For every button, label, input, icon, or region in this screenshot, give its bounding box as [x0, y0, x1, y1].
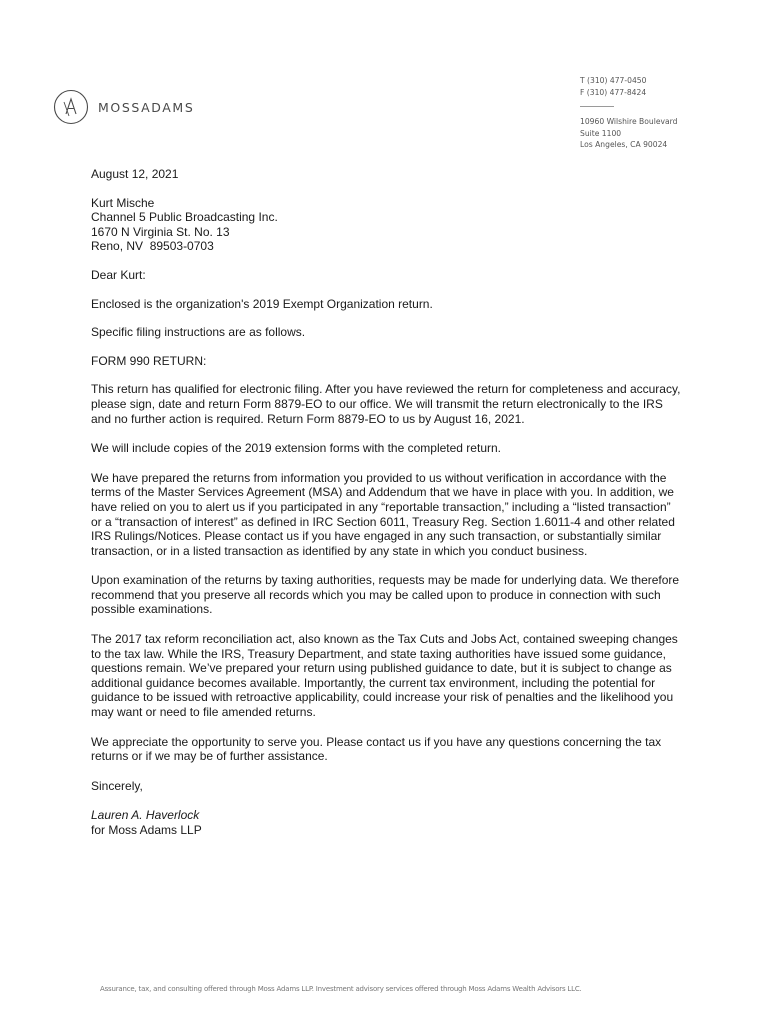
address-line-3: Los Angeles, CA 90024 — [580, 140, 668, 149]
letter-body — [91, 167, 681, 838]
salutation: Dear Kurt: — [91, 267, 146, 282]
phone-number: T (310) 477-0450 — [580, 76, 647, 85]
section-heading-form-990: FORM 990 RETURN: — [91, 353, 207, 368]
paragraph-electronic-filing: This return has qualified for electronic filing. After you have reviewed the return for completeness and accuracy, please sign, date and return Form 8879-EO to our office. We will transmit the return electronically to the IRS and no further action is required. Return Form 8879-EO to us by August 16, 2021. — [91, 382, 681, 426]
footer-disclaimer: Assurance, tax, and consulting offered through Moss Adams LLP. Investment advisory services offered through Moss Adams Wealth Advisors LLC. — [100, 985, 582, 993]
signer-firm: for Moss Adams LLP — [91, 823, 202, 837]
paragraph-extension-forms: We will include copies of the 2019 extension forms with the completed return. — [91, 441, 501, 456]
recipient-org: Channel 5 Public Broadcasting Inc. — [91, 210, 278, 225]
fax-number: F (310) 477-8424 — [580, 87, 647, 97]
contact-block — [580, 75, 677, 151]
recipient-address — [91, 196, 681, 254]
letter-date: August 12, 2021 — [91, 167, 179, 181]
paragraph-instructions: Specific filing instructions are as follows. — [91, 325, 306, 340]
company-logo — [53, 89, 194, 125]
address-line-2: Suite 1100 — [580, 128, 622, 138]
paragraph-tax-reform: The 2017 tax reform reconciliation act, also known as the Tax Cuts and Jobs Act, contained sweeping changes to the tax law. While the IRS, Treasury Department, and state taxing authorities have issued some guidance, questions remain. We’ve prepared your return using published guidance to date, but it is subject to change as additional guidance becomes available. Importantly, the current tax environment, including the potential for guidance to be issued with retroactive applicability, could increase your risk of penalties and the likelihood you may want or need to file amended returns. — [91, 632, 678, 720]
brand-name: MOSSADAMS — [98, 99, 195, 115]
paragraph-appreciation: We appreciate the opportunity to serve you. Please contact us if you have any questions concerning the tax returns or if we may be of further assistance. — [91, 734, 662, 764]
contact-divider — [580, 106, 614, 107]
recipient-city: Reno, NV 89503-0703 — [91, 239, 214, 254]
moss-adams-logo-icon — [53, 89, 89, 125]
recipient-street: 1670 N Virginia St. No. 13 — [91, 224, 230, 239]
recipient-name: Kurt Mische — [91, 195, 155, 210]
address-line-1: 10960 Wilshire Boulevard — [580, 117, 678, 126]
paragraph-enclosed: Enclosed is the organization's 2019 Exempt Organization return. — [91, 296, 433, 311]
paragraph-examination: Upon examination of the returns by taxing authorities, requests may be made for underlying data. We therefore recommend that you preserve all records which you may be called upon to produce in connection with such possible examinations. — [91, 573, 680, 617]
paragraph-verification: We have prepared the returns from information you provided to us without verification in accordance with the terms of the Master Services Agreement (MSA) and Addendum that we have in place with you. In addition, we have relied on you to alert us if you participated in any “reportable transaction,” including a “listed transaction” or a “transaction of interest” as defined in IRC Section 6011, Treasury Reg. Section 1.6011-4 and other related IRS Rulings/Notices. Please contact us if you have engaged in any such transaction, or substantially similar transaction, or in a listed transaction as identified by any state in which you conduct business. — [91, 470, 675, 558]
signer-name: Lauren A. Haverlock — [91, 808, 200, 823]
closing: Sincerely, — [91, 778, 143, 793]
